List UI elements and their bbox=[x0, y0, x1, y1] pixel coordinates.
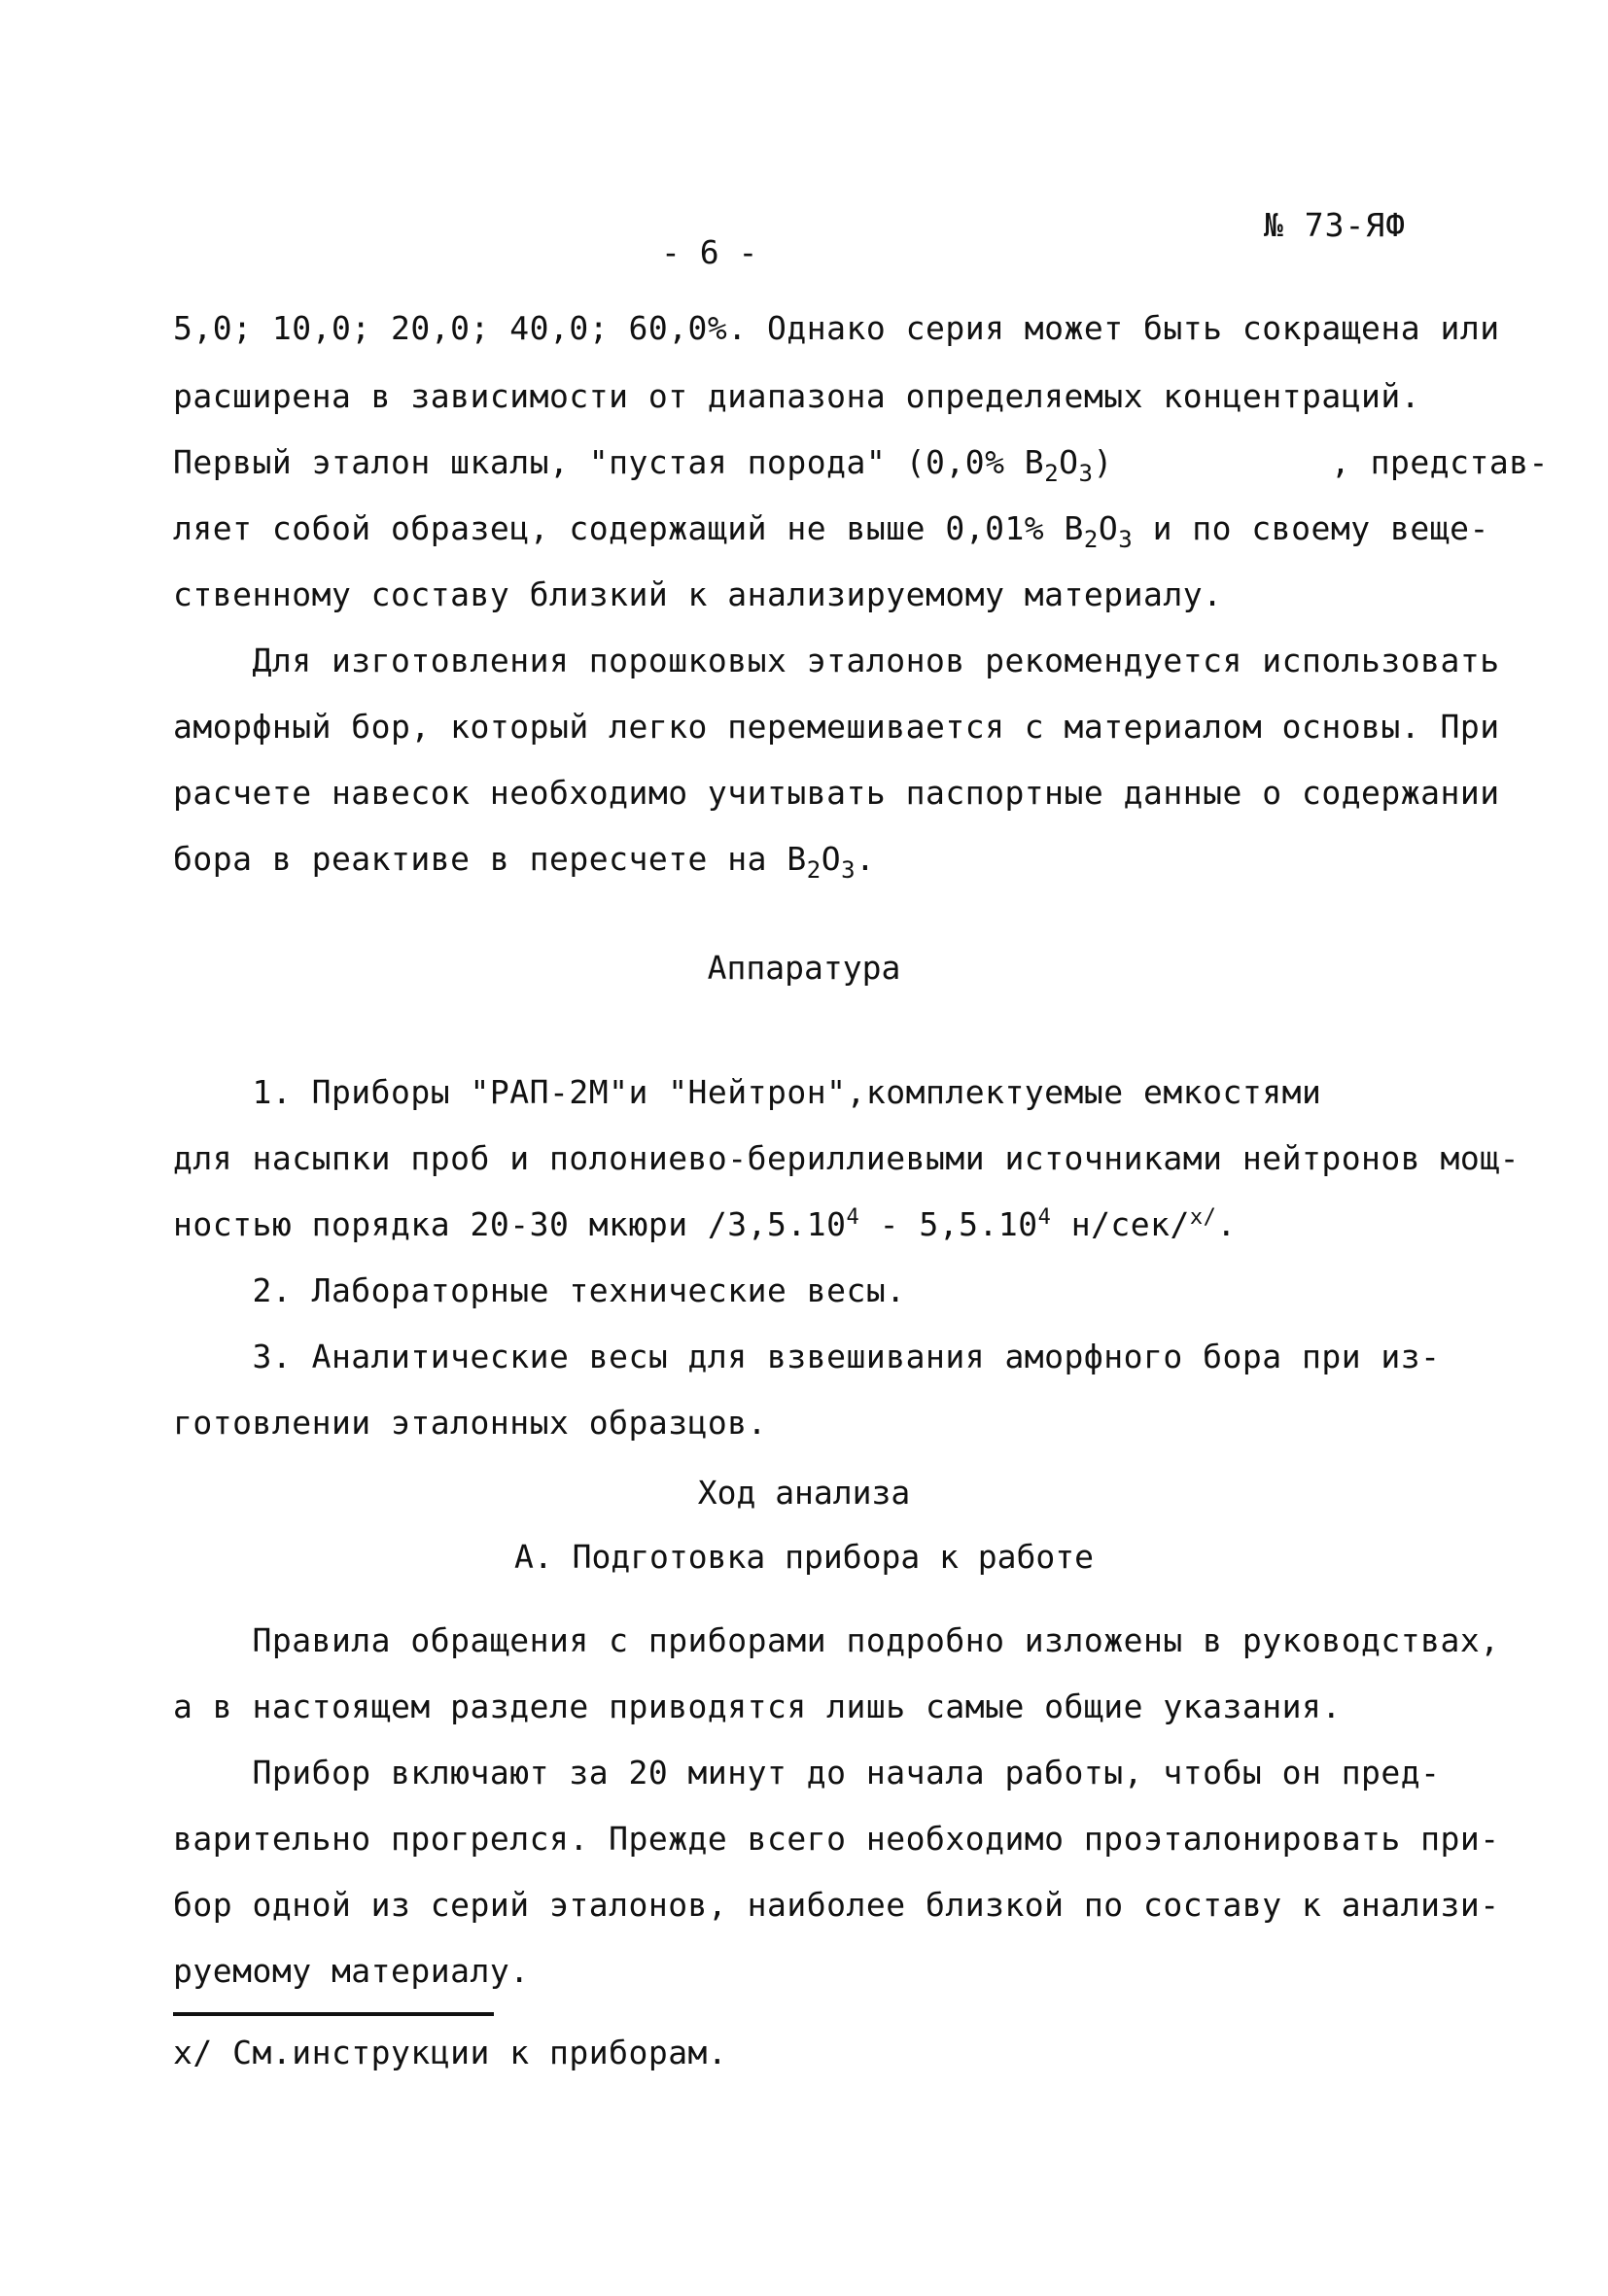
list-item: 1. Приборы "РАП-2М"и "Нейтрон",комплектуемые емкостями bbox=[173, 1073, 1322, 1111]
list-item: 2. Лабораторные технические весы. bbox=[173, 1271, 906, 1309]
text-line: для насыпки проб и полониево-бериллиевыми источниками нейтронов мощ- bbox=[173, 1139, 1521, 1177]
text-line: Первый эталон шкалы, "пустая порода" (0,0% $B_2O_3$) , представ- bbox=[173, 443, 1549, 487]
document-number: № 73-ЯФ bbox=[1264, 206, 1407, 244]
text-line: ностью порядка 20-30 мкюри /3,5.10$^4$ - 5,5.10$^4$ н/сек/$^{x/}$. bbox=[173, 1205, 1237, 1243]
text-line: руемому материалу. bbox=[173, 1952, 530, 1990]
text-line: бора в реактиве в пересчете на $B_2O_3$. bbox=[173, 840, 876, 884]
text-line: ляет собой образец, содержащий не выше 0,01% $B_2O_3$ и по своему веще- bbox=[173, 509, 1489, 553]
text-line: расширена в зависимости от диапазона определяемых концентраций. bbox=[173, 377, 1421, 415]
list-item: 3. Аналитические весы для взвешивания аморфного бора при из- bbox=[173, 1338, 1441, 1375]
text-line: аморфный бор, который легко перемешивается с материалом основы. При bbox=[173, 708, 1500, 746]
text-line: Правила обращения с приборами подробно изложены в руководствах, bbox=[173, 1621, 1500, 1659]
footnote-divider bbox=[173, 2012, 494, 2016]
text-line: бор одной из серий эталонов, наиболее близкой по составу к анализи- bbox=[173, 1886, 1500, 1924]
text-line: Прибор включают за 20 минут до начала работы, чтобы он пред- bbox=[173, 1754, 1441, 1792]
text-line: а в настоящем разделе приводятся лишь самые общие указания. bbox=[173, 1687, 1342, 1725]
footnote-marker: x/ bbox=[1189, 1205, 1217, 1230]
text-line: расчете навесок необходимо учитывать паспортные данные о содержании bbox=[173, 774, 1500, 812]
section-title-analysis: Ход анализа bbox=[697, 1474, 911, 1512]
section-title-apparatus: Аппаратура bbox=[707, 949, 901, 987]
text-line: Для изготовления порошковых эталонов рекомендуется использовать bbox=[173, 642, 1500, 679]
text-line: готовлении эталонных образцов. bbox=[173, 1404, 768, 1442]
page-number: - 6 - bbox=[661, 233, 758, 271]
text-line: варительно прогрелся. Прежде всего необходимо проэталонировать при- bbox=[173, 1820, 1500, 1858]
text-line: 5,0; 10,0; 20,0; 40,0; 60,0%. Однако серия может быть сокращена или bbox=[173, 309, 1500, 347]
footnote-text: x/ См.инструкции к приборам. bbox=[173, 2034, 728, 2071]
section-subtitle: А. Подготовка прибора к работе bbox=[513, 1538, 1095, 1576]
text-line: ственному составу близкий к анализируемому материалу. bbox=[173, 575, 1223, 613]
